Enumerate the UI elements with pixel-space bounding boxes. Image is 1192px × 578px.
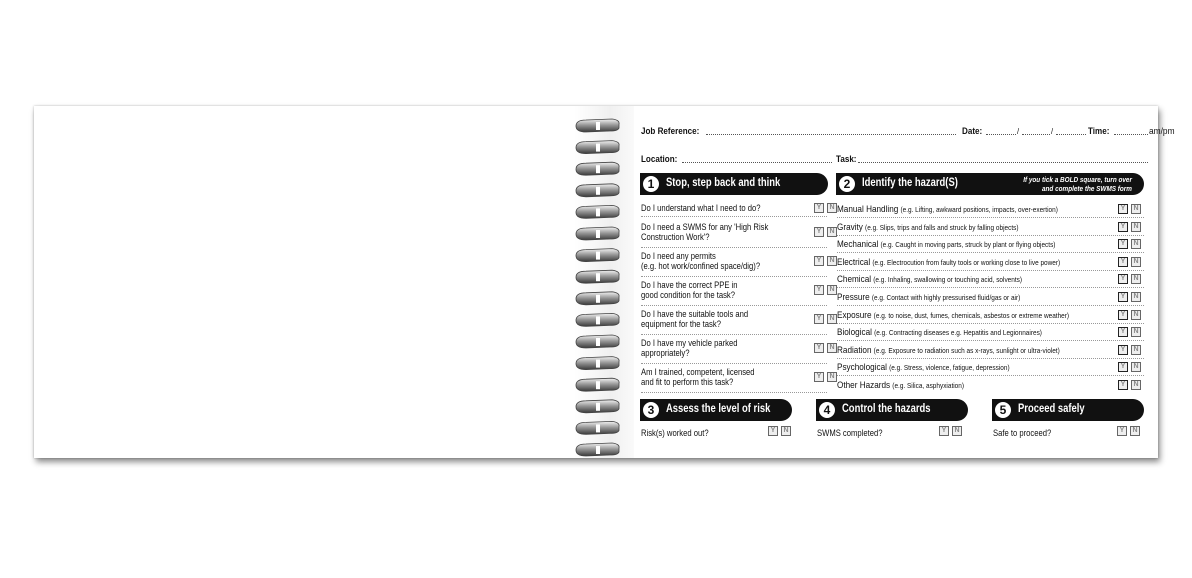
section4-title: Control the hazards [842,403,931,415]
hazard-name: Gravity [837,222,863,233]
date-day-field[interactable] [986,134,1016,135]
no-checkbox[interactable]: N [827,372,837,382]
no-checkbox[interactable]: N [1131,362,1141,372]
binding-ring [576,141,619,154]
hazard-example: (e.g. Contracting diseases e.g. Hepatitis and Legionnaires) [874,328,1042,337]
hazard-name: Other Hazards [837,380,891,391]
section1-number: 1 [642,175,660,193]
time-label: Time: [1088,126,1110,137]
hazard-example: (e.g. Silica, asphyxiation) [892,381,964,390]
no-checkbox[interactable]: N [781,426,791,436]
no-checkbox[interactable]: N [952,426,962,436]
section3-header [640,399,792,421]
section2-checkboxes [1118,310,1141,320]
row-separator [641,392,827,393]
hazard-example: (e.g. Inhaling, swallowing or touching acid, solvents) [873,275,1023,284]
yes-checkbox[interactable]: Y [814,372,824,382]
yes-checkbox[interactable]: Y [1118,292,1128,302]
binding-ring [576,249,619,262]
question-line: Do I need any permits [641,251,716,261]
question-line: good condition for the task? [641,290,735,300]
no-checkbox[interactable]: N [827,203,837,213]
ampm-label: am/pm [1149,126,1175,137]
row-separator [837,375,1144,376]
question-line: appropriately? [641,348,690,358]
hazard-example: (e.g. to noise, dust, fumes, chemicals, asbestos or extreme weather) [873,311,1070,320]
date-separator: / [1051,126,1054,136]
section2-checkboxes [1118,222,1141,232]
question-line: Construction Work'? [641,232,710,242]
hazard-name: Pressure [837,292,870,303]
row-separator [837,340,1144,341]
no-checkbox[interactable]: N [1131,310,1141,320]
binding-ring [576,400,619,413]
question-line: Do I need a SWMS for any 'High Risk [641,222,769,232]
row-separator [837,270,1144,271]
row-separator [837,305,1144,306]
section2-number: 2 [838,175,856,193]
section1-question [641,309,748,329]
section1-checkboxes [814,343,837,353]
yes-checkbox[interactable]: Y [1118,380,1128,390]
yes-checkbox[interactable]: Y [814,203,824,213]
yes-checkbox[interactable]: Y [814,256,824,266]
yes-checkbox[interactable]: Y [1118,257,1128,267]
hazard-example: (e.g. Caught in moving parts, struck by plant or flying objects) [880,240,1056,249]
section2-note [1023,175,1132,193]
section5-checkboxes [1117,426,1140,436]
hazard-example: (e.g. Stress, violence, fatigue, depression) [889,363,1010,372]
section5-number: 5 [994,401,1012,419]
hazard-row [837,380,964,391]
binding-ring [576,270,619,283]
yes-checkbox[interactable]: Y [1118,310,1128,320]
no-checkbox[interactable]: N [1131,345,1141,355]
spiral-binding [572,114,622,458]
hazard-row [837,345,1060,356]
hazard-name: Manual Handling [837,204,899,215]
yes-checkbox[interactable]: Y [939,426,949,436]
row-separator [641,247,827,248]
no-checkbox[interactable]: N [1131,222,1141,232]
job-reference-label: Job Reference: [641,126,700,137]
hazard-name: Electrical [837,257,871,268]
hazard-row [837,257,1060,268]
section2-checkboxes [1118,362,1141,372]
time-field[interactable] [1114,134,1148,135]
section3-title: Assess the level of risk [666,403,771,415]
binding-ring [576,421,619,434]
row-separator [837,235,1144,236]
hazard-row [837,222,1018,233]
section1-checkboxes [814,285,837,295]
row-separator [837,287,1144,288]
question-line: (e.g. hot work/confined space/dig)? [641,261,761,271]
binding-ring [576,443,619,456]
yes-checkbox[interactable]: Y [1118,327,1128,337]
yes-checkbox[interactable]: Y [1117,426,1127,436]
yes-checkbox[interactable]: Y [814,314,824,324]
date-month-field[interactable] [1022,134,1050,135]
binding-ring [576,313,619,326]
no-checkbox[interactable]: N [1131,327,1141,337]
hazard-name: Mechanical [837,239,879,250]
no-checkbox[interactable]: N [827,256,837,266]
row-separator [641,276,827,277]
section4-header [816,399,968,421]
no-checkbox[interactable]: N [1131,380,1141,390]
binding-ring [576,335,619,348]
row-separator [837,217,1144,218]
yes-checkbox[interactable]: Y [1118,362,1128,372]
section1-question [641,222,768,242]
section4-number: 4 [818,401,836,419]
no-checkbox[interactable]: N [827,227,837,237]
left-blank-page [34,106,594,458]
section2-checkboxes [1118,345,1141,355]
question-line: Do I have my vehicle parked [641,338,738,348]
section5-title: Proceed safely [1018,403,1085,415]
task-field[interactable] [858,162,1148,163]
job-reference-field[interactable] [706,134,956,135]
question-line: Do I understand what I need to do? [641,203,761,213]
binding-ring [576,162,619,175]
date-separator: / [1017,126,1020,136]
section3-checkboxes [768,426,791,436]
yes-checkbox[interactable]: Y [1118,239,1128,249]
binding-ring [576,184,619,197]
section1-question [641,251,760,271]
yes-checkbox[interactable]: Y [1118,274,1128,284]
question-line: Do I have the correct PPE in [641,280,738,290]
no-checkbox[interactable]: N [827,314,837,324]
row-separator [641,305,827,306]
section1-title: Stop, step back and think [666,177,781,189]
no-checkbox[interactable]: N [1131,274,1141,284]
no-checkbox[interactable]: N [1131,239,1141,249]
yes-checkbox[interactable]: Y [814,227,824,237]
hazard-row [837,327,1042,338]
hazard-name: Chemical [837,274,872,285]
no-checkbox[interactable]: N [1131,204,1141,214]
binding-ring [576,227,619,240]
section2-checkboxes [1118,380,1141,390]
hazard-row [837,310,1069,321]
question-line: equipment for the task? [641,319,721,329]
section2-note-line2: and complete the SWMS form [1042,184,1132,193]
section2-checkboxes [1118,257,1141,267]
binding-ring [576,378,619,391]
section1-checkboxes [814,372,837,382]
section1-checkboxes [814,314,837,324]
yes-checkbox[interactable]: Y [814,343,824,353]
section2-checkboxes [1118,327,1141,337]
hazard-name: Psychological [837,362,887,373]
hazard-row [837,204,1058,215]
row-separator [837,252,1144,253]
hazard-row [837,274,1022,285]
section1-question [641,367,755,387]
binding-ring [576,205,619,218]
section1-header [640,173,828,195]
section2-checkboxes [1118,292,1141,302]
row-separator [641,334,827,335]
row-separator [641,216,827,217]
task-label: Task: [836,154,857,165]
hazard-row [837,239,1055,250]
section3-number: 3 [642,401,660,419]
section2-checkboxes [1118,274,1141,284]
no-checkbox[interactable]: N [1131,257,1141,267]
hazard-example: (e.g. Slips, trips and falls and struck by falling objects) [865,223,1019,232]
section1-checkboxes [814,227,837,237]
section2-checkboxes [1118,204,1141,214]
yes-checkbox[interactable]: Y [1118,204,1128,214]
yes-checkbox[interactable]: Y [1118,222,1128,232]
hazard-example: (e.g. Electrocution from faulty tools or working close to live power) [872,258,1061,267]
yes-checkbox[interactable]: Y [1118,345,1128,355]
hazard-name: Radiation [837,345,872,356]
section1-checkboxes [814,203,837,213]
binding-ring [576,119,619,132]
row-separator [641,363,827,364]
location-label: Location: [641,154,678,165]
section1-question [641,280,738,300]
section4-question: SWMS completed? [817,428,883,438]
section2-note-line1: If you tick a BOLD square, turn over [1023,175,1132,184]
checklist-page [626,106,1175,458]
section2-title: Identify the hazard(S) [862,177,958,189]
no-checkbox[interactable]: N [1131,292,1141,302]
section4-checkboxes [939,426,962,436]
hazard-row [837,362,1010,373]
yes-checkbox[interactable]: Y [768,426,778,436]
section5-question: Safe to proceed? [993,428,1052,438]
binding-ring [576,357,619,370]
hazard-example: (e.g. Exposure to radiation such as x-rays, sunlight or ultra-violet) [873,346,1060,355]
row-separator [837,358,1144,359]
hazard-name: Exposure [837,310,872,321]
hazard-row [837,292,1020,303]
location-field[interactable] [682,162,832,163]
binding-ring [576,292,619,305]
yes-checkbox[interactable]: Y [814,285,824,295]
section1-question [641,203,761,213]
no-checkbox[interactable]: N [827,343,837,353]
row-separator [837,323,1144,324]
no-checkbox[interactable]: N [1130,426,1140,436]
question-line: Do I have the suitable tools and [641,309,749,319]
section2-header [836,173,1144,195]
date-year-field[interactable] [1056,134,1086,135]
section2-checkboxes [1118,239,1141,249]
date-label: Date: [962,126,983,137]
section5-header [992,399,1144,421]
no-checkbox[interactable]: N [827,285,837,295]
section1-question [641,338,738,358]
hazard-name: Biological [837,327,872,338]
section3-question: Risk(s) worked out? [641,428,709,438]
question-line: and fit to perform this task? [641,377,734,387]
notebook-spread [34,106,1175,458]
hazard-example: (e.g. Lifting, awkward positions, impacts, over-exertion) [900,205,1058,214]
question-line: Am I trained, competent, licensed [641,367,755,377]
section1-checkboxes [814,256,837,266]
hazard-example: (e.g. Contact with highly pressurised fluid/gas or air) [871,293,1021,302]
